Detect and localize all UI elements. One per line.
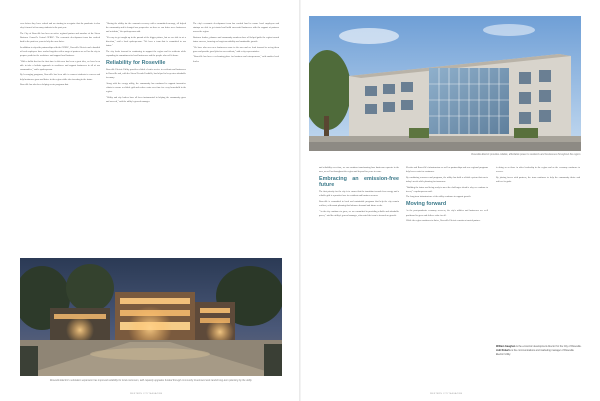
- right-col-2: [406, 166, 488, 388]
- right-col-1: [319, 166, 399, 388]
- section-heading: Embracing an emission-free future: [319, 176, 399, 189]
- paragraph: "We have also seen new businesses come to the area and we look forward to seeing them grow and provide good jobs for our residents," said a city representative.: [193, 46, 279, 53]
- paragraph: As the post-pandemic economy recovers, the city's utilities and businesses are well positioned to grow and deliver value for all.: [406, 210, 488, 217]
- paragraph: "Roseville has been a welcoming place for business and entrepreneurs," said another local leader.: [193, 56, 279, 63]
- building-photo: [309, 16, 581, 151]
- paragraph: Roseville is committed to local and sustainable programs that help the city remain resilient, with smart planning that balances demand and future needs.: [319, 200, 399, 208]
- paragraph: Roseville Electric Utility provides reliable electric service to residents and businesses in Roseville and, with the Sierra Nevada Foothills, has helped to keep rates affordable for many.: [106, 68, 186, 80]
- page-footer: WESTERN CITY MAGAZINE: [430, 393, 463, 395]
- page-footer: WESTERN CITY MAGAZINE: [130, 393, 163, 395]
- paragraph: The first priority for the city is to ensure that the transition toward clean energy and a reliable grid is a practical one for residents and business owners.: [319, 191, 399, 198]
- paragraph: Along with the energy utility, the community has continued to support innovative efforts to ensure a reliable grid and reduce costs over time for every household in the region.: [106, 82, 186, 93]
- paragraph: "As the city continues to grow, we are committed to providing reliable and affordable power," said the utility's general manager, who noted the team is focused on growth.: [319, 210, 399, 217]
- page-gutter: [299, 0, 301, 401]
- paragraph: While the region continues to thrive, Roseville Electric remains a trusted partner.: [406, 220, 481, 223]
- paragraph: The city looks forward to continuing to support the region and its residents while expanding its commitment to local businesses and the people who call it home.: [106, 50, 186, 57]
- paragraph: "Building the future and being ready to meet the challenges ahead is why we continue to invest," a spokesperson said.: [406, 186, 488, 193]
- paragraph: In addition to citywide partnerships with the GPREC, Roseville Electric and a handful of local employers have worked together with a range of partners as well as the city to prepare youth for the workforce and support local business.: [20, 46, 100, 57]
- paragraph: "It's easy to get caught up in the pursuit of the bigger picture, but we are able to set a direction," said a local spokesperson. "We have a team that is committed to our future.": [106, 36, 186, 48]
- paragraph: "With a ballot that for the first time in this area has been a great idea, we have been able to take a holistic approach to workforce and support businesses in all of our communities," said a spokesperson.: [20, 60, 100, 71]
- paragraph: By leveraging programs, Roseville has been able to connect students to careers and help businesses grow and thrive in the region while also investing in the future.: [20, 74, 100, 81]
- author-bio: [496, 345, 582, 348]
- photo-caption: Roseville Electric's substation expansion has improved reliability for local customers, with capacity upgrades funded through community investment and careful long-term planning by the utility.: [49, 379, 253, 382]
- right-col-3: [496, 166, 580, 218]
- paragraph: The long-term infrastructure of the utility continues to support growth.: [406, 196, 471, 199]
- paragraph: "Having the ability for the economic recovery with a committed message, all helped the community and it changed our perspective on how we can better serve businesses and residents," the spokesperson said.: [106, 23, 186, 34]
- paragraph: Electric and Roseville's infrastructure as well as partnerships and new regional programs help lower costs for customers.: [406, 167, 488, 174]
- author-bio: [496, 349, 582, 356]
- paragraph: Business leaders, planners and community members have all helped guide the region toward future success, focusing on long-term stability and sustainable growth.: [193, 36, 279, 43]
- author-name: Jodi Roberts: [496, 349, 511, 353]
- paragraph: and reliability over time, we can continue transforming how businesses operate in the area, as well as throughout the region and beyond for years to come.: [319, 167, 399, 174]
- paragraph: "Utility and city leaders have all been instrumental in helping the community grow and succeed," said the utility's general manager.: [106, 96, 186, 103]
- section-heading: Moving forward: [406, 201, 447, 208]
- paragraph: The city's economic development team has worked hard to ensure local employers and startups are able to get started and build successful businesses with the support of partners across the region.: [193, 23, 279, 34]
- left-col-3: [193, 22, 279, 170]
- paragraph: By combining resources and programs, the utility has built a reliable system that meets today's needs while planning for tomorrow.: [406, 176, 488, 183]
- paragraph: Roseville has also been helping create programs that: [20, 84, 69, 87]
- photo-caption: Roseville Electric provides reliable, affordable power to residents and businesses throughout the region.: [471, 153, 581, 156]
- paragraph: is doing so as those in other leadership in the region and as the economy continues to recover.: [496, 167, 580, 174]
- author-name: William Gaughen: [496, 345, 516, 348]
- author-description: is the communications and marketing manager of Roseville Electric Utility.: [496, 349, 574, 356]
- author-description: is the economic development director for the City of Roseville.: [516, 345, 582, 348]
- night-plaza-photo: [20, 258, 282, 376]
- paragraph: The City of Roseville has been an active regional partner and member of the Sierra Business Council's Central GPREC. The economic development team has worked hard in the past two years to help the area thrive.: [20, 32, 100, 43]
- paragraph: even before they leave school and are starting to recognize that the pandemic is also why it turned off so many students in the past year.: [20, 23, 100, 30]
- author-bios: [496, 345, 582, 357]
- section-heading: Reliability for Roseville: [106, 59, 166, 66]
- paragraph: By joining forces with partners, the team continues to help the community thrive and achieve its goals.: [496, 176, 580, 183]
